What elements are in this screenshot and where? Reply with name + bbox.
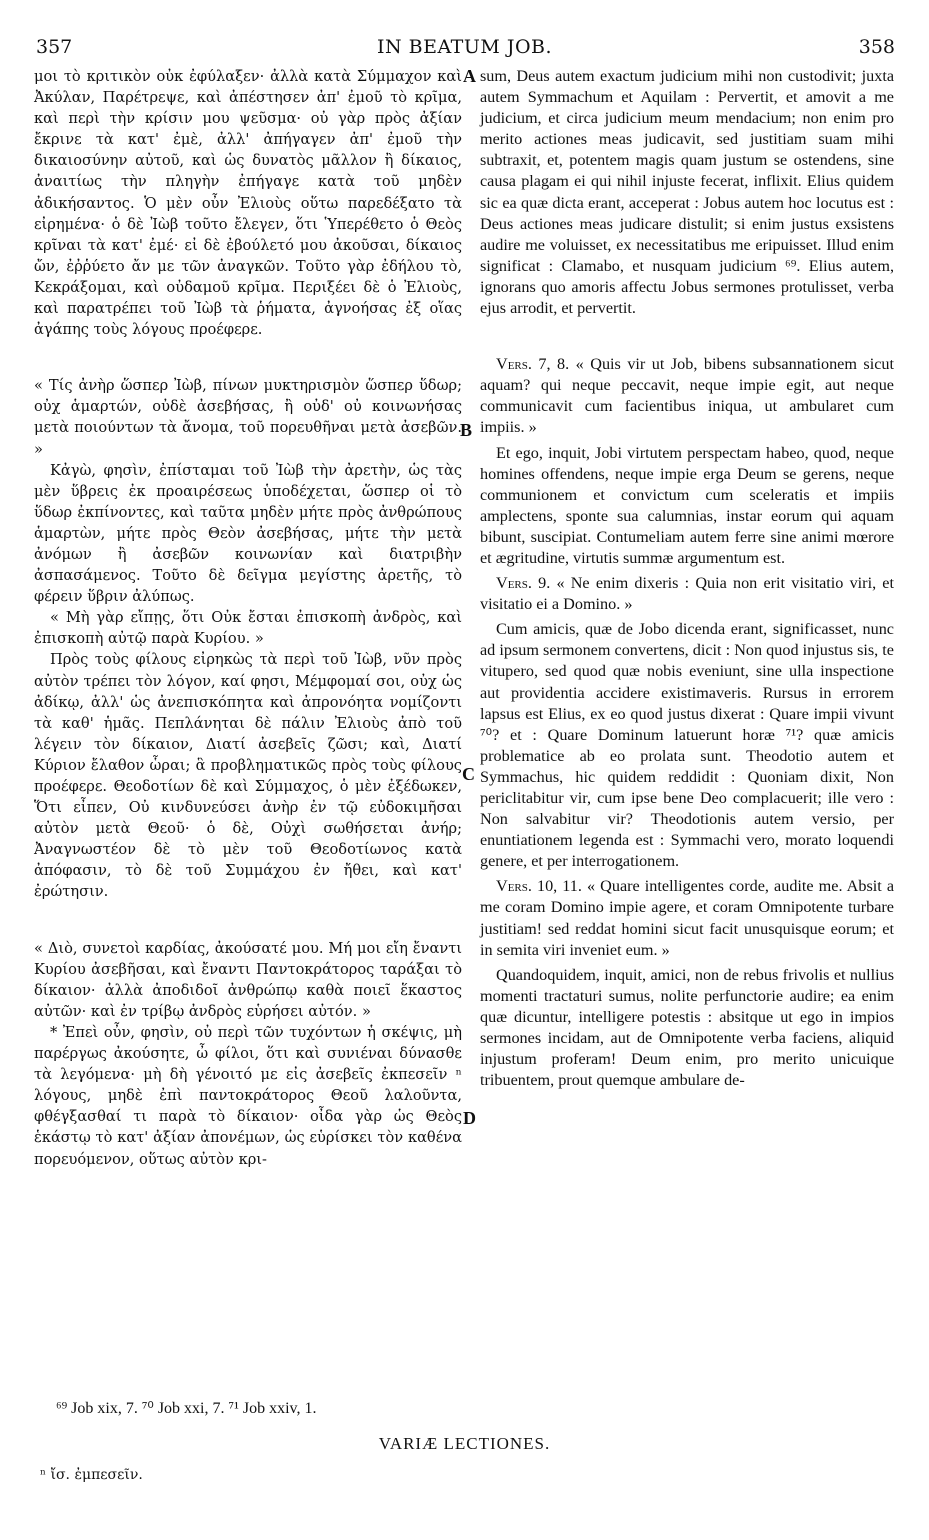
greek-paragraph: Πρὸς τοὺς φίλους εἰρηκὼς τὰ περὶ τοῦ Ἰὼβ, νῦν πρὸς αὐτὸν τρέπει τὸν λόγον, καί φησι, Μέμφομαί σοι, οὐχ ὡς ἀδίκῳ, ἀλλ' ὡς ἀνεπισκόπητα καὶ ἀπρονόητα νομίζοντι τὰ καθ' ἡμᾶς. Πεπλάνηται δὲ πάλιν Ἐλιοὺς ἀπὸ τοῦ λέγειν τὸν δίκαιον, Διατί ἀσεβεῖς ζῶσι; καὶ, Διατί Κύριον ἔλαθον ὧραι; ἃ προβληματικῶς πρὸς τοὺς φίλους προέφερε. Θεοδοτίων δὲ καὶ Σύμμαχος, ὁ μὲν ἐξέδωκεν, Ὅτι εἶπεν, Οὐ κινδυνεύσει ἀνὴρ ἐν τῷ εὐδοκιμῆσαι αὐτὸν μετὰ Θεοῦ· ὁ δὲ, Οὐχὶ σωθήσεται ἀνήρ; Ἀναγνωστέον δὲ τὸ μὲν τοῦ Θεοδοτίωνος κατὰ ἀπόφασιν, τὸ δὲ τοῦ Συμμάχου ἐν ἤθει, καὶ κατ' ἐρώτησιν. bbox=[34, 651, 462, 901]
latin-verse-quote bbox=[480, 573, 894, 615]
latin-paragraph: Quandoquidem, inquit, amici, non de rebus frivolis et nullius momenti tractaturi sumus, nolite perfunctorie audire; ea enim quæ dicuntur, intelligere potestis : absitque ut ego in impios sermones incidam, aut de Omnipotente verba faciens, aliquid injustum proferam! Deum enim, pro merito unicuique tribuentem, prout quemque ambulare de- bbox=[480, 965, 894, 1090]
greek-paragraph: Κἀγὼ, φησὶν, ἐπίσταμαι τοῦ Ἰὼβ τὴν ἀρετὴν, ὡς τὰς μὲν ὕβρεις ἐκ προαιρέσεως ὑποδέχεται, ὥσπερ οἱ τὸ ὕδωρ ἐκπίνοντες, καὶ ταῦτα μηδὲν μήτε πρὸς ἀνθρώπους ἁμαρτὼν, μήτε πρὸς Θεὸν ἀσεβήσας, μήτε τὴν μετὰ ἀνόμων ἢ ἀσεβῶν κοινωνίαν καὶ διατριβὴν ἀσπασάμενος. Τοῦτο δὲ δεῖγμα μεγίστης ἀρετῆς, τὸ φέρειν ὕβριν ἀλύπως. bbox=[34, 461, 462, 606]
verse-text: « Quis vir ut Job, bibens subsannationem sicut aquam? qui neque peccavit, neque impie egit, aut neque communicavit cum facientibus iniqua, ut ambularet cum impiis. » bbox=[480, 355, 895, 437]
running-title: IN BEATUM JOB. bbox=[376, 36, 553, 58]
margin-marker-a: A bbox=[463, 66, 476, 86]
latin-paragraph: sum, Deus autem exactum judicium mihi non custodivit; juxta autem Symmachum et Aquilam : Pervertit, et amovit a me judicium, et circa judicium meum mendacium; non enim pro merito actiones meas judicavit, sed justitiam suam mihi subtraxit, et, potentem magis quam justum se ostendens, sine causa plagam ei qui nihil injuste fecerat, inflixit. Elius quidem sic ea quæ dicta erant, acceperat : Jobus autem hoc locutus est : Deus actiones meas judicare distulit; si enim justus exsistens audire me voluisset, ex necessitatibus me eripuisset. Illud enim significat : Clamabo, et nusquam judicium ⁶⁹. Elius autem, ignorans quo amoris affectu Jobus sermones protulisset, verba ejus arrodit, et pervertit. bbox=[480, 67, 894, 318]
latin-column bbox=[480, 66, 894, 1091]
page-number-left: 357 bbox=[36, 36, 73, 58]
greek-paragraph: * Ἐπεὶ οὖν, φησὶν, οὐ περὶ τῶν τυχόντων ἡ σκέψις, μὴ παρέργως ἀκούσητε, ὦ φίλοι, ὅτι καὶ συνιέναι δύνασθε τὰ λεγόμενα· μὴ δὴ γένοιτό με εἰς ἀσεβεῖς ἐκπεσεῖν ⁿ λόγους, μηδὲ ἐπὶ παντοκράτορος Θεοῦ λαλοῦντα, φθέγξασθαί τι παρὰ τὸ δίκαιον· οἶδα γὰρ ὡς Θεὸς ἑκάστῳ τὸ κατ' ἀξίαν ἀπονέμων, ὡς εὑρίσκει τὸν καθένα πορευόμενον, οὕτως αὐτὸν κρι- bbox=[34, 1023, 462, 1168]
margin-marker-d: D bbox=[463, 1108, 476, 1128]
greek-verse-quote: « Διὸ, συνετοὶ καρδίας, ἀκούσατέ μου. Μή μοι εἴη ἔναντι Κυρίου ἀσεβῆσαι, καὶ ἔναντι Παντοκράτορος ταράξαι τὸ δίκαιον· ἀλλὰ ἀποδιδοῖ ἀνθρώπῳ καθὰ ποιεῖ ἕκαστος αὐτῶν· καὶ ἐν τρίβῳ ἀνδρὸς εὑρήσει αὐτόν. » bbox=[34, 939, 462, 1020]
greek-column bbox=[34, 66, 462, 1170]
variae-lectiones-note: ⁿ ἴσ. ἐμπεσεῖν. bbox=[40, 1467, 143, 1483]
greek-verse-quote: « Τίς ἀνὴρ ὥσπερ Ἰὼβ, πίνων μυκτηρισμὸν ὥσπερ ὕδωρ; οὐχ ἁμαρτών, οὐδὲ ἀσεβήσας, ἢ οὐδ' οὐ κοινωνήσας μετὰ ποιούντων τὰ ἄνομα, τοῦ πορευθῆναι μετὰ ἀσεβῶν. » bbox=[34, 377, 462, 458]
margin-marker-c: C bbox=[462, 764, 475, 784]
greek-verse-quote: « Μὴ γὰρ εἴπῃς, ὅτι Οὐκ ἔσται ἐπισκοπὴ ἀνδρὸς, καὶ ἐπισκοπὴ αὐτῷ παρὰ Κυρίου. » bbox=[34, 609, 462, 648]
verse-reference: Vers. 10, 11. bbox=[496, 877, 582, 896]
latin-paragraph: Et ego, inquit, Jobi virtutem perspectam habeo, quod, neque homines offendens, neque impie erga Deum se gerens, neque communionem et convictum cum sceleratis et impiis amplectens, sponte sua calumnias, instar eorum qui aquam bibunt, suscipiat. Contumeliam autem ferre sine animi mœrore et ægritudine, virtutis summæ argumentum est. bbox=[480, 443, 894, 567]
footnotes: ⁶⁹ Job xix, 7. ⁷⁰ Job xxi, 7. ⁷¹ Job xxiv, 1. bbox=[56, 1400, 317, 1417]
variae-lectiones-title: VARIÆ LECTIONES. bbox=[378, 1434, 551, 1453]
verse-text: « Quare intelligentes corde, audite me. Absit a me coram Domino impie agere, et coram Omnipotente turbare justitiam! sed reddat homini sicut facit unusquisque eorum; et in semita viri inveniet eum. » bbox=[480, 877, 895, 959]
page-number-right: 358 bbox=[858, 36, 895, 58]
verse-reference: Vers. 9. bbox=[496, 574, 551, 593]
latin-verse-quote bbox=[480, 354, 894, 438]
latin-verse-quote bbox=[480, 876, 894, 960]
greek-paragraph: μοι τὸ κριτικὸν οὐκ ἐφύλαξεν· ἀλλὰ κατὰ Σύμμαχον καὶ Ἀκύλαν, Παρέτρεψε, καὶ ἀπέστησεν ἀπ' ἐμοῦ τὸ κρῖμα, καὶ περὶ τὴν κρίσιν μου ψεῦσμα· οὐ γὰρ πρὸς ἀξίαν ἔκρινε τὰ κατ' ἐμὲ, ἀλλ' ἀπήγαγεν ἀπ' ἐμοῦ τὴν δικαιοσύνην αὐτοῦ, καὶ ὡς δυνατὸς μᾶλλον ἢ δίκαιος, ἀναιτίως τὴν πληγὴν ἐπήγαγε κατὰ τοῦ μηδὲν ἀδικήσαντος. Ὁ μὲν οὖν Ἐλιοὺς οὕτω παρεδέξατο τὰ εἰρημένα· ὁ δὲ Ἰὼβ τοῦτο ἔλεγεν, ὅτι Ὑπερέθετο ὁ Θεὸς κρῖναι τὰ κατ' ἐμέ· εἰ δὲ ἐβούλετό μου ἀκοῦσαι, δίκαιος ὤν, ἐῤῥύετο ἄν με τῶν ἀναγκῶν. Τοῦτο γὰρ ἐδήλου τὸ, Κεκράξομαι, καὶ οὐδαμοῦ κρῖμα. Περιξέει δὲ ὁ Ἐλιοὺς, καὶ παρατρέπει τοῦ Ἰὼβ τὰ ῥήματα, ἀγνοήσας ἐξ οἵας ἀγάπης τοὺς λόγους προέφερε. bbox=[34, 68, 462, 339]
margin-marker-b: B bbox=[460, 420, 473, 440]
verse-text: « Ne enim dixeris : Quia non erit visitatio viri, et visitatio ei a Domino. » bbox=[480, 574, 894, 614]
latin-paragraph: Cum amicis, quæ de Jobo dicenda erant, significasset, nunc ad ipsum sermonem convertens, dicit : Non quod injustus sis, te vitupero, sed quod quæ nobis eveniunt, sine ulla inspectione aut providentia accidere existimaveris. Rursus in errorem lapsus est Elius, ex eo quod justus dixerat : Quare impii vivunt ⁷⁰? et : Quare Dominum latuerunt horæ ⁷¹? quæ amicis problematice ab eo prolata sunt. Theodotio autem et Symmachus, hic quidem reddidit : Quoniam dixit, Non periclitabitur vir, cum ipse bene Deo complacuerit; ille vero : Non salvabitur vir? Theodotionis autem versio, per enuntiationem legenda est : Symmachi vero, morato loquendi genere, et per interrogationem. bbox=[480, 620, 894, 871]
running-header bbox=[0, 36, 929, 66]
verse-reference: Vers. 7, 8. bbox=[496, 355, 570, 374]
